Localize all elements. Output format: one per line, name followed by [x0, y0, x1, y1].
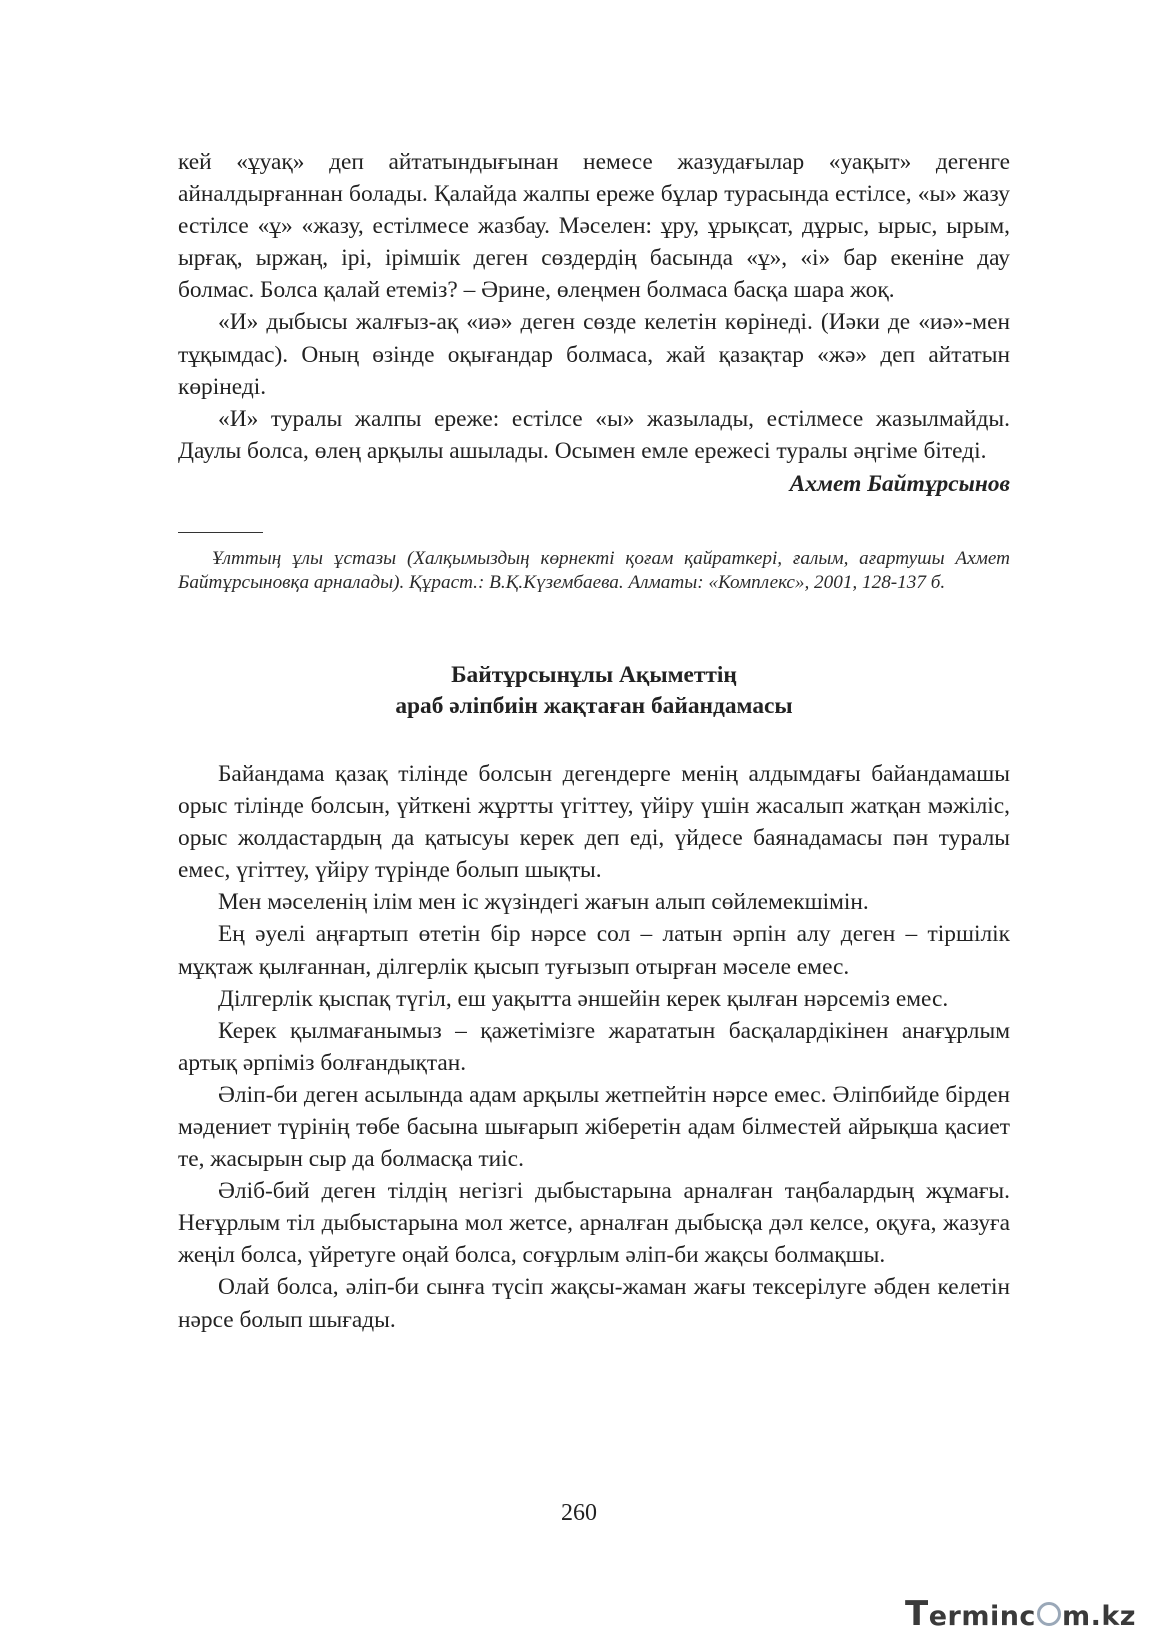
section-title [178, 660, 1010, 722]
section-body [178, 758, 1010, 1336]
paragraph: «И» дыбысы жалғыз-ақ «иә» деген сөзде келетін көрінеді. (Иәки де «иә»-мен тұқымдас). Оның өзінде оқығандар болмаса, жай қазақтар «жә» деп айтатын көрінеді. [178, 309, 1010, 400]
page-content [178, 146, 1010, 1336]
section-title-line: араб әліпбиін жақтаған байандамасы [395, 692, 793, 719]
paragraph: Керек қылмағанымыз – қажетімізге жарататын басқалардікінен анағұрлым артық әрпіміз болғандықтан. [178, 1017, 1010, 1076]
paragraph: «И» туралы жалпы ереже: естілсе «ы» жазылады, естілмесе жазылмайды. Даулы болса, өлең арқылы ашылады. Осымен емле ережесі туралы әңгіме бітеді. [178, 405, 1010, 464]
paragraph: Әліб-бий деген тілдің негізгі дыбыстарына арналған таңбалардың жұмағы. Неғұрлым тіл дыбыстарына мол жетсе, арналған дыбысқа дәл келсе, оқуға, жазуға жеңіл болса, үйретуге оңай болса, соғұрлым әліп-би жақсы болмақшы. [178, 1178, 1010, 1269]
page-number: 260 [561, 1500, 597, 1526]
site-watermark [905, 1594, 1136, 1634]
watermark-initial: T [904, 1594, 929, 1634]
paragraph: кей «ұуақ» деп айтатындығынан немесе жазудағылар «уақыт» дегенге айналдырғаннан болады. Қалайда жалпы ереже бұлар турасында естілсе, «ы» жазу естілсе «ұ» «жазу, естілмесе жазбау. Мәселен: ұру, ұрықсат, дұрыс, ырыс, ырым, ырғақ, ыржаң, ірі, ірімшік деген сөздердің басында «ұ», «і» бар екеніне дау болмас. Болса қалай етеміз? – Әрине, өлеңмен болмаса басқа шара жоқ. [178, 149, 1010, 304]
paragraph: Олай болса, әліп-би сынға түсіп жақсы-жаман жағы тексерілуге әбден келетін нәрсе болып шығады. [178, 1274, 1010, 1333]
paragraph: Әліп-би деген асылында адам арқылы жетпейтін нәрсе емес. Әліпбийде бірден мәдениет түрінің төбе басына шығарып жіберетін адам білместей айрықша қасиет те, жасырын сыр да болмасқа тиіс. [178, 1081, 1010, 1173]
section-title-line: Байтұрсынұлы Ақыметтің [451, 661, 737, 688]
author-signature: Ахмет Байтұрсынов [789, 470, 1010, 497]
footnote: Ұлттың ұлы ұстазы (Халқымыздың көрнекті қоғам қайраткері, ғалым, ағартушы Ахмет Байтұрсыновқа арналады). Құраст.: В.Қ.Күзембаева. Алматы: «Комплекс», 2001, 128-137 б. [178, 547, 1010, 594]
watermark-domain: m.kz [1061, 1601, 1136, 1632]
paragraph: Ділгерлік қыспақ түгіл, еш уақытта әншейін керек қылған нәрсеміз емес. [218, 985, 949, 1012]
paragraph: Ең әуелі аңғартып өтетін бір нәрсе сол – латын әрпін алу деген – тіршілік мұқтаж қылғаннан, ділгерлік қысып туғызып отырған мәселе емес. [178, 921, 1010, 980]
footnote-divider [178, 532, 263, 533]
magnifier-icon [1037, 1602, 1061, 1626]
paragraph: Мен мәселенің ілім мен іс жүзіндегі жағын алып сөйлемекшімін. [218, 889, 869, 916]
paragraph: Байандама қазақ тілінде болсын дегендерге менің алдымдағы байандамашы орыс тілінде болсын, үйткені жұртты үгіттеу, үйіру үшін жасалып жатқан мәжіліс, орыс жолдастардың да қатысуы керек деп еді, үйдесе баянадамасы пән туралы емес, үгіттеу, үйіру түрінде болып шықты. [178, 760, 1010, 884]
watermark-text: erminc [928, 1601, 1036, 1632]
